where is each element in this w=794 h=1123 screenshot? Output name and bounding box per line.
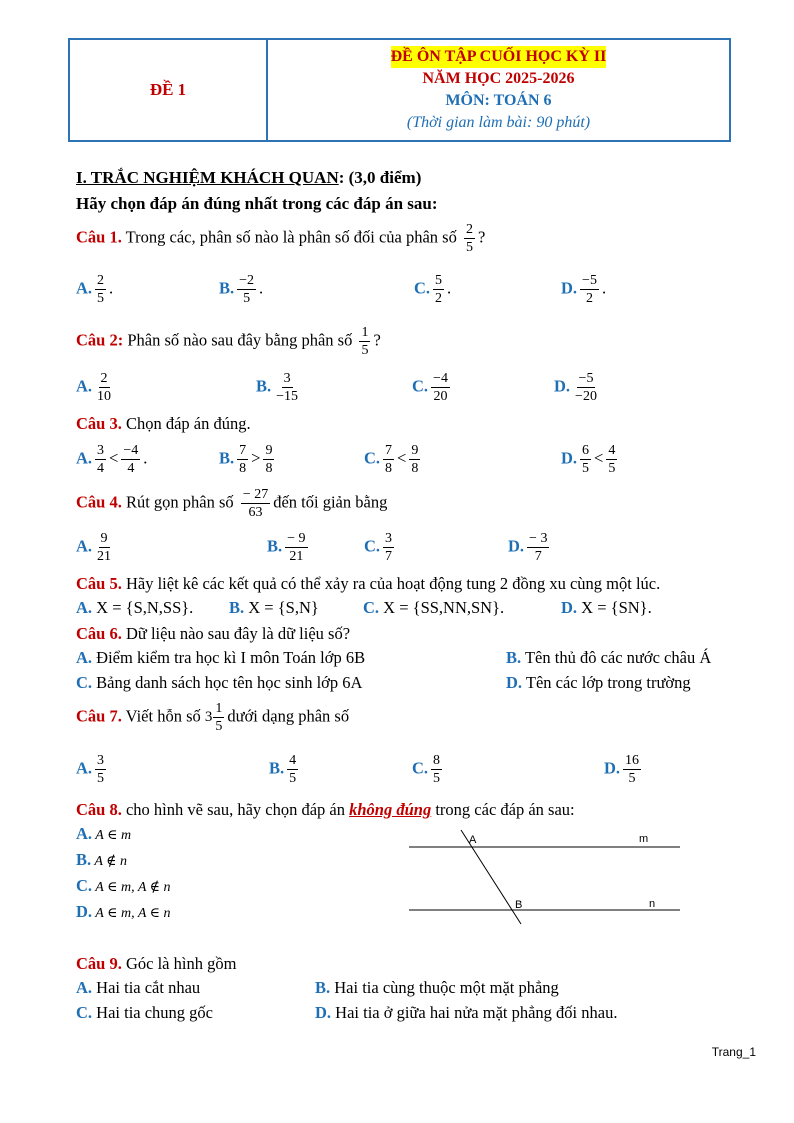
denominator: 5 bbox=[433, 771, 441, 786]
option-label: A. bbox=[76, 536, 93, 556]
option-text: X = {SN}. bbox=[577, 598, 652, 617]
fraction bbox=[95, 370, 113, 405]
q5-option-c[interactable] bbox=[363, 598, 504, 618]
denominator: 5 bbox=[465, 240, 473, 255]
fraction bbox=[464, 221, 475, 256]
question-3 bbox=[76, 414, 251, 434]
question-5 bbox=[76, 574, 660, 594]
q1-option-c[interactable] bbox=[414, 272, 451, 307]
option-label: D. bbox=[561, 598, 578, 617]
whole-part: 3 bbox=[204, 709, 213, 725]
line-n-label: n bbox=[649, 898, 656, 910]
q4-option-d[interactable] bbox=[508, 530, 552, 565]
fraction bbox=[383, 442, 394, 477]
option-text: A ∈ m, A ∈ n bbox=[92, 906, 171, 921]
denominator: 63 bbox=[248, 505, 263, 520]
denominator: 10 bbox=[97, 389, 112, 404]
option-label: B. bbox=[315, 978, 331, 997]
section-heading bbox=[76, 168, 421, 188]
numerator: − 27 bbox=[242, 487, 269, 502]
option-text: X = {S,N,SS}. bbox=[92, 598, 194, 617]
q3-option-b[interactable] bbox=[219, 442, 277, 477]
numerator: 3 bbox=[283, 371, 291, 386]
numerator: 3 bbox=[97, 443, 105, 458]
denominator: 4 bbox=[97, 461, 105, 476]
question-7 bbox=[76, 700, 349, 735]
question-label: Câu 3. bbox=[76, 414, 122, 433]
option-label: C. bbox=[412, 376, 429, 396]
q3-option-a[interactable] bbox=[76, 442, 147, 477]
option-end: . bbox=[601, 278, 607, 298]
point-a-label: A bbox=[469, 834, 477, 846]
option-label: C. bbox=[76, 673, 93, 692]
denominator: 5 bbox=[215, 719, 223, 734]
denominator: 5 bbox=[608, 461, 616, 476]
option-label: C. bbox=[363, 598, 380, 617]
comparison-operator: < bbox=[397, 448, 407, 468]
q2-option-c[interactable] bbox=[412, 370, 453, 405]
q8-option-c[interactable] bbox=[76, 876, 170, 896]
option-text: Hai tia chung gốc bbox=[92, 1003, 214, 1022]
question-label: Câu 7. bbox=[76, 706, 122, 726]
denominator: 21 bbox=[97, 549, 112, 564]
question-label: Câu 8. bbox=[76, 800, 122, 819]
numerator: −2 bbox=[239, 273, 255, 288]
numerator: 3 bbox=[385, 531, 393, 546]
q5-option-b[interactable] bbox=[229, 598, 319, 618]
q1-option-a[interactable] bbox=[76, 272, 113, 307]
option-label: D. bbox=[561, 278, 578, 298]
question-emphasis: không đúng bbox=[349, 800, 432, 819]
numerator: −5 bbox=[578, 371, 594, 386]
numerator: 2 bbox=[100, 371, 108, 386]
fraction bbox=[580, 442, 591, 477]
fraction bbox=[263, 442, 274, 477]
denominator: 20 bbox=[433, 389, 448, 404]
q9-option-a[interactable] bbox=[76, 978, 200, 998]
line-m-label: m bbox=[639, 833, 649, 845]
q6-option-b[interactable] bbox=[506, 648, 711, 668]
numerator: − 3 bbox=[529, 531, 548, 546]
option-label: B. bbox=[219, 278, 235, 298]
denominator: 5 bbox=[289, 771, 297, 786]
mixed-number bbox=[205, 700, 228, 735]
option-label: D. bbox=[315, 1003, 332, 1022]
denominator: 5 bbox=[582, 461, 590, 476]
q9-option-c[interactable] bbox=[76, 1003, 213, 1023]
question-label: Câu 1. bbox=[76, 227, 122, 247]
option-text: Hai tia cùng thuộc một mặt phẳng bbox=[330, 978, 559, 997]
question-label: Câu 9. bbox=[76, 954, 122, 973]
numerator: −4 bbox=[123, 443, 139, 458]
section-points: : (3,0 điểm) bbox=[338, 168, 422, 187]
denominator: 7 bbox=[534, 549, 542, 564]
option-label: D. bbox=[508, 536, 525, 556]
option-text: X = {SS,NN,SN}. bbox=[379, 598, 505, 617]
numerator: 9 bbox=[411, 443, 419, 458]
fraction bbox=[274, 370, 300, 405]
option-end: . bbox=[259, 278, 264, 298]
question-label: Câu 6. bbox=[76, 624, 122, 643]
option-label: C. bbox=[76, 1003, 93, 1022]
q2-option-b[interactable] bbox=[256, 370, 303, 405]
denominator: 2 bbox=[586, 291, 593, 306]
fraction bbox=[606, 442, 617, 477]
numerator: 2 bbox=[97, 273, 105, 288]
question-end: dưới dạng phân số bbox=[227, 706, 350, 726]
numerator: 16 bbox=[625, 753, 640, 768]
fraction bbox=[213, 700, 224, 735]
option-text: Hai tia cắt nhau bbox=[92, 978, 201, 997]
q3-option-d[interactable] bbox=[561, 442, 620, 477]
fraction bbox=[409, 442, 420, 477]
numerator: 3 bbox=[97, 753, 105, 768]
q9-option-d[interactable] bbox=[315, 1003, 617, 1023]
question-6 bbox=[76, 624, 350, 644]
exam-header bbox=[68, 38, 731, 142]
q1-option-d[interactable] bbox=[561, 272, 606, 307]
denominator: 7 bbox=[385, 549, 393, 564]
q3-option-c[interactable] bbox=[364, 442, 423, 477]
fraction bbox=[433, 272, 444, 307]
fraction bbox=[359, 324, 370, 359]
section-title: I. TRẮC NGHIỆM KHÁCH QUAN bbox=[76, 168, 339, 187]
fraction bbox=[580, 272, 599, 307]
fraction bbox=[287, 752, 298, 787]
denominator: 8 bbox=[265, 461, 273, 476]
question-text-before: cho hình vẽ sau, hãy chọn đáp án bbox=[121, 800, 350, 819]
question-text: Trong các, phân số nào là phân số đối của phân số bbox=[121, 227, 457, 247]
q5-option-a[interactable] bbox=[76, 598, 193, 618]
q4-option-b[interactable] bbox=[267, 530, 311, 565]
time-limit: (Thời gian làm bài: 90 phút) bbox=[406, 114, 591, 131]
q1-option-b[interactable] bbox=[219, 272, 263, 307]
numerator: 7 bbox=[385, 443, 393, 458]
numerator: 1 bbox=[215, 701, 223, 716]
question-1 bbox=[76, 221, 485, 256]
option-text: A ∈ m bbox=[92, 828, 132, 843]
option-text: Tên thủ đô các nước châu Á bbox=[521, 648, 712, 667]
q7-option-b[interactable] bbox=[269, 752, 301, 787]
option-label: B. bbox=[256, 376, 272, 396]
geometry-figure bbox=[405, 826, 685, 926]
q7-option-d[interactable] bbox=[604, 752, 644, 787]
question-text: Góc là hình gồm bbox=[121, 954, 237, 973]
option-text: Điểm kiểm tra học kì I môn Toán lớp 6B bbox=[92, 648, 366, 667]
q4-option-a[interactable] bbox=[76, 530, 116, 565]
question-end: đến tối giản bằng bbox=[273, 492, 388, 512]
option-text: X = {S,N} bbox=[244, 598, 319, 617]
question-text: Chọn đáp án đúng. bbox=[121, 414, 251, 433]
q7-option-a[interactable] bbox=[76, 752, 109, 787]
numerator: 9 bbox=[265, 443, 273, 458]
option-label: A. bbox=[76, 824, 93, 843]
option-text: Tên các lớp trong trường bbox=[522, 673, 691, 692]
option-text: Bảng danh sách học tên học sinh lớp 6A bbox=[92, 673, 363, 692]
numerator: 1 bbox=[361, 325, 369, 340]
question-8 bbox=[76, 800, 575, 820]
exam-code: ĐỀ 1 bbox=[70, 40, 268, 140]
question-text: Rút gọn phân số bbox=[121, 492, 234, 512]
option-label: C. bbox=[414, 278, 431, 298]
option-label: A. bbox=[76, 448, 93, 468]
question-2 bbox=[76, 324, 381, 359]
denominator: 8 bbox=[239, 461, 247, 476]
option-label: A. bbox=[76, 598, 93, 617]
q6-option-a[interactable] bbox=[76, 648, 365, 668]
option-label: D. bbox=[76, 902, 93, 921]
fraction bbox=[241, 486, 270, 521]
option-label: A. bbox=[76, 978, 93, 997]
numerator: 4 bbox=[608, 443, 616, 458]
q8-option-b[interactable] bbox=[76, 850, 127, 870]
fraction bbox=[95, 272, 106, 307]
denominator: 8 bbox=[411, 461, 419, 476]
school-year: NĂM HỌC 2025-2026 bbox=[422, 70, 575, 87]
question-label: Câu 2: bbox=[76, 330, 124, 350]
option-text: A ∈ m, A ∉ n bbox=[92, 880, 171, 895]
exam-info bbox=[268, 40, 729, 140]
q6-option-d[interactable] bbox=[506, 673, 691, 693]
section-instruction: Hãy chọn đáp án đúng nhất trong các đáp án sau: bbox=[76, 194, 438, 213]
question-end: ? bbox=[477, 227, 486, 247]
denominator: 5 bbox=[628, 771, 636, 786]
option-end: . bbox=[143, 448, 148, 468]
option-text: A ∉ n bbox=[91, 854, 128, 869]
numerator: − 9 bbox=[287, 531, 306, 546]
fraction bbox=[431, 752, 442, 787]
option-label: D. bbox=[506, 673, 523, 692]
option-end: . bbox=[447, 278, 452, 298]
option-label: C. bbox=[364, 536, 381, 556]
question-text: Phân số nào sau đây bằng phân số bbox=[123, 330, 353, 350]
numerator: 8 bbox=[433, 753, 441, 768]
option-label: D. bbox=[554, 376, 571, 396]
fraction bbox=[121, 442, 140, 477]
option-text: Hai tia ở giữa hai nửa mặt phẳng đối nhau. bbox=[331, 1003, 618, 1022]
denominator: −15 bbox=[276, 389, 299, 404]
option-label: B. bbox=[76, 850, 92, 869]
numerator: 4 bbox=[289, 753, 297, 768]
denominator: 4 bbox=[127, 461, 135, 476]
q7-option-c[interactable] bbox=[412, 752, 445, 787]
numerator: 9 bbox=[100, 531, 108, 546]
exam-title: ĐỀ ÔN TẬP CUỐI HỌC KỲ II bbox=[391, 46, 607, 68]
fraction bbox=[95, 752, 106, 787]
fraction bbox=[623, 752, 641, 787]
question-end: ? bbox=[373, 330, 381, 350]
denominator: 21 bbox=[289, 549, 304, 564]
q2-option-a[interactable] bbox=[76, 370, 116, 405]
option-label: A. bbox=[76, 376, 93, 396]
fraction bbox=[95, 530, 113, 565]
comparison-operator: < bbox=[109, 448, 119, 468]
fraction bbox=[383, 530, 394, 565]
question-label: Câu 4. bbox=[76, 492, 122, 512]
option-label: C. bbox=[364, 448, 381, 468]
option-label: D. bbox=[561, 448, 578, 468]
fraction bbox=[527, 530, 549, 565]
comparison-operator: < bbox=[594, 448, 604, 468]
question-text: Dữ liệu nào sau đây là dữ liệu số? bbox=[121, 624, 351, 643]
option-end: . bbox=[109, 278, 114, 298]
q8-option-d[interactable] bbox=[76, 902, 170, 922]
option-label: B. bbox=[267, 536, 283, 556]
question-4 bbox=[76, 486, 387, 521]
numerator: 6 bbox=[582, 443, 590, 458]
denominator: −20 bbox=[575, 389, 597, 404]
numerator: 7 bbox=[239, 443, 247, 458]
numerator: −5 bbox=[582, 273, 597, 288]
numerator: 2 bbox=[465, 222, 473, 237]
numerator: −4 bbox=[433, 371, 448, 386]
option-label: B. bbox=[506, 648, 522, 667]
q8-option-a[interactable] bbox=[76, 824, 131, 844]
option-label: A. bbox=[76, 648, 93, 667]
question-text: Hãy liệt kê các kết quả có thể xảy ra của hoạt động tung 2 đồng xu cùng một lúc. bbox=[121, 574, 661, 593]
option-label: C. bbox=[412, 758, 429, 778]
comparison-operator: > bbox=[251, 448, 261, 468]
option-label: A. bbox=[76, 758, 93, 778]
q5-option-d[interactable] bbox=[561, 598, 652, 618]
fraction bbox=[285, 530, 307, 565]
denominator: 5 bbox=[243, 291, 251, 306]
fraction bbox=[431, 370, 450, 405]
numerator: 5 bbox=[435, 273, 443, 288]
question-label: Câu 5. bbox=[76, 574, 122, 593]
q6-option-c[interactable] bbox=[76, 673, 362, 693]
denominator: 2 bbox=[435, 291, 443, 306]
subject: MÔN: TOÁN 6 bbox=[445, 92, 552, 109]
question-9 bbox=[76, 954, 236, 974]
option-label: B. bbox=[219, 448, 235, 468]
denominator: 5 bbox=[97, 771, 105, 786]
denominator: 8 bbox=[385, 461, 393, 476]
option-label: C. bbox=[76, 876, 93, 895]
question-text-after: trong các đáp án sau: bbox=[431, 800, 575, 819]
option-label: B. bbox=[269, 758, 285, 778]
page-number: Trang_1 bbox=[711, 1045, 756, 1059]
option-label: A. bbox=[76, 278, 93, 298]
denominator: 5 bbox=[97, 291, 105, 306]
denominator: 5 bbox=[361, 343, 369, 358]
q4-option-c[interactable] bbox=[364, 530, 397, 565]
q9-option-b[interactable] bbox=[315, 978, 559, 998]
fraction bbox=[237, 272, 256, 307]
fraction bbox=[95, 442, 106, 477]
option-label: B. bbox=[229, 598, 245, 617]
fraction bbox=[573, 370, 599, 405]
point-b-label: B bbox=[515, 899, 523, 911]
option-label: D. bbox=[604, 758, 621, 778]
fraction bbox=[237, 442, 248, 477]
question-text: Viết hỗn số bbox=[121, 706, 201, 726]
q2-option-d[interactable] bbox=[554, 370, 602, 405]
